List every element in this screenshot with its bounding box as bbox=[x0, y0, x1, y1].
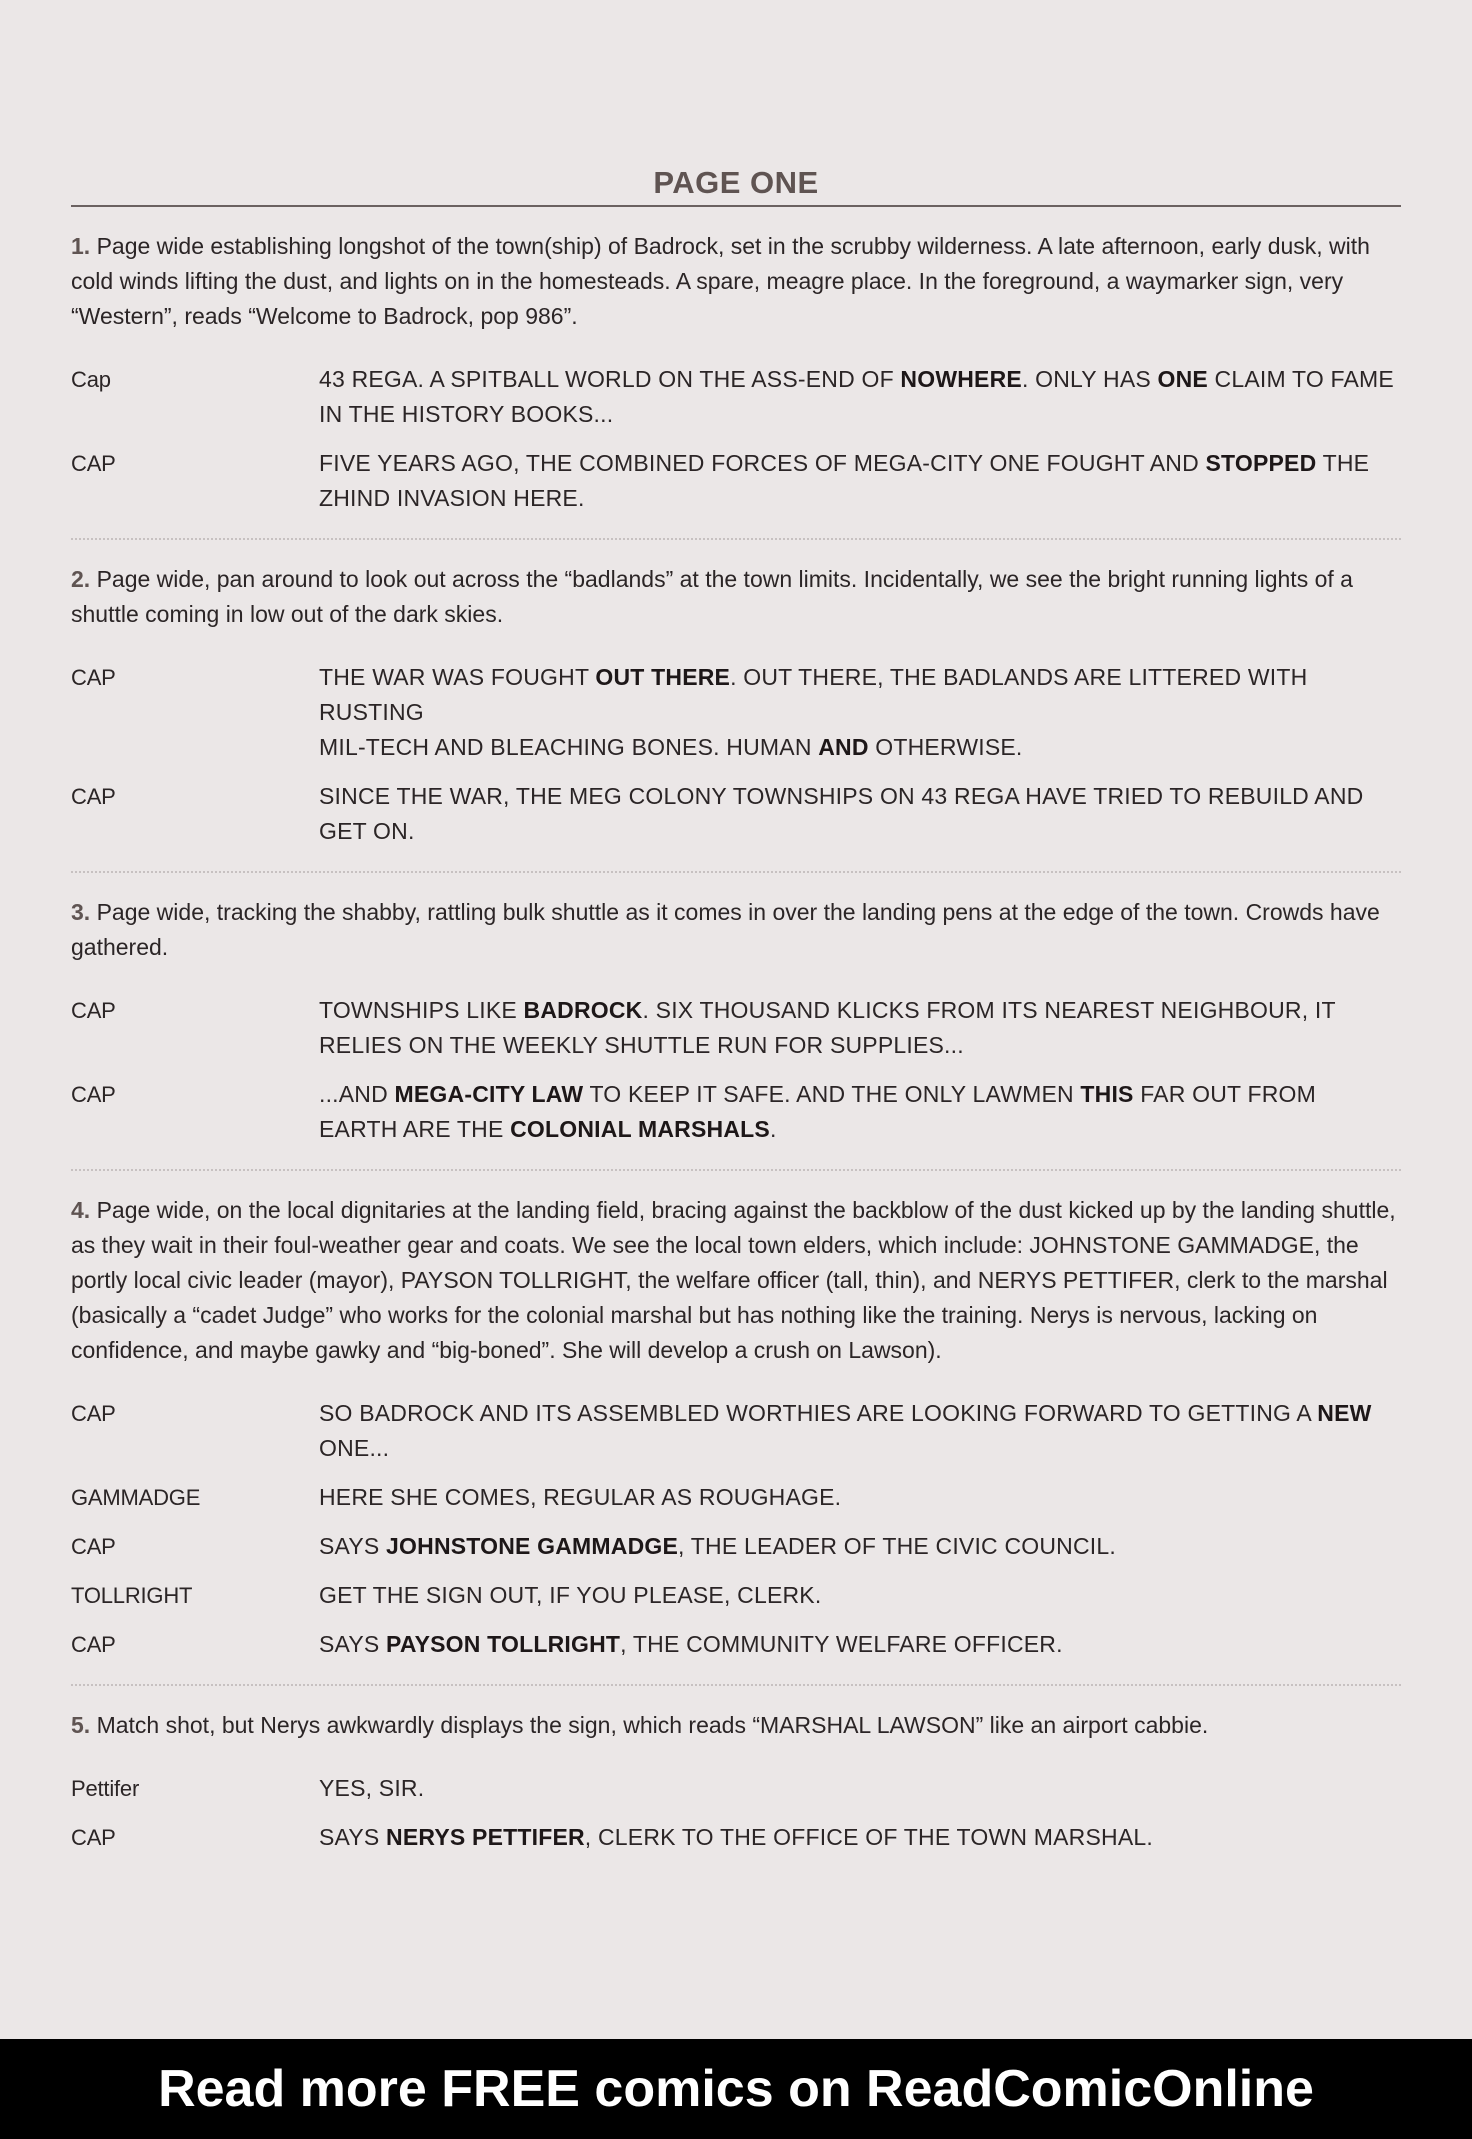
dialogue-text: FIVE YEARS AGO, THE COMBINED FORCES OF MEGA-CITY ONE FOUGHT AND STOPPED THE ZHIND INVASION HERE. bbox=[319, 450, 1370, 511]
dialogue-text: TOWNSHIPS LIKE BADROCK. SIX THOUSAND KLICKS FROM ITS NEAREST NEIGHBOUR, IT RELIES ON THE WEEKLY SHUTTLE RUN FOR SUPPLIES... bbox=[319, 997, 1336, 1058]
script-line bbox=[71, 779, 1401, 849]
panel-description-text: Page wide establishing longshot of the town(ship) of Badrock, set in the scrubby wilderness. A late afternoon, early dusk, with cold winds lifting the dust, and lights on in the homesteads. A spare, meagre place. In the foreground, a waymarker sign, very “Western”, reads “Welcome to Badrock, pop 986”. bbox=[71, 233, 1370, 329]
panel-description bbox=[71, 1193, 1401, 1368]
emphasis-text: MEGA-CITY LAW bbox=[394, 1081, 584, 1107]
speaker-label: Pettifer bbox=[71, 1776, 140, 1801]
speaker-label: CAP bbox=[71, 1082, 116, 1107]
panel-4 bbox=[71, 1169, 1401, 1684]
dialogue-text: SAYS PAYSON TOLLRIGHT, THE COMMUNITY WELFARE OFFICER. bbox=[319, 1631, 1063, 1657]
dialogue-text: HERE SHE COMES, REGULAR AS ROUGHAGE. bbox=[319, 1484, 842, 1510]
dialogue-text: SO BADROCK AND ITS ASSEMBLED WORTHIES ARE LOOKING FORWARD TO GETTING A NEW ONE... bbox=[319, 1400, 1372, 1461]
speaker-label: CAP bbox=[71, 665, 116, 690]
script-line bbox=[71, 446, 1401, 516]
script-line bbox=[71, 1578, 1401, 1613]
speaker-label: CAP bbox=[71, 784, 116, 809]
panel-number: 4. bbox=[71, 1197, 91, 1223]
emphasis-text: BADROCK bbox=[523, 997, 643, 1023]
script-line bbox=[71, 1771, 1401, 1806]
dialogue-text: GET THE SIGN OUT, IF YOU PLEASE, CLERK. bbox=[319, 1582, 822, 1608]
speaker-label: GAMMADGE bbox=[71, 1485, 201, 1510]
speaker-label: CAP bbox=[71, 1401, 116, 1426]
dialogue-text: SINCE THE WAR, THE MEG COLONY TOWNSHIPS ON 43 REGA HAVE TRIED TO REBUILD AND GET ON. bbox=[319, 783, 1364, 844]
dialogue-text: 43 REGA. A SPITBALL WORLD ON THE ASS-END OF NOWHERE. ONLY HAS ONE CLAIM TO FAME IN THE HISTORY BOOKS... bbox=[319, 366, 1394, 427]
script-line bbox=[71, 1396, 1401, 1466]
emphasis-text: NOWHERE bbox=[900, 366, 1022, 392]
panel-number: 3. bbox=[71, 899, 91, 925]
panel-number: 2. bbox=[71, 566, 91, 592]
panel-description-text: Page wide, on the local dignitaries at the landing field, bracing against the backblow of the dust kicked up by the landing shuttle, as they wait in their foul-weather gear and coats. We see the local town elders, which include: JOHNSTONE GAMMADGE, the portly local civic leader (mayor), PAYSON TOLLRIGHT, the welfare officer (tall, thin), and NERYS PETTIFER, clerk to the marshal (basically a “cadet Judge” who works for the colonial marshal but has nothing like the training. Nerys is nervous, lacking on confidence, and maybe gawky and “big-boned”. She will develop a crush on Lawson). bbox=[71, 1197, 1396, 1363]
panel-description bbox=[71, 1708, 1401, 1743]
script-line bbox=[71, 1627, 1401, 1662]
emphasis-text: JOHNSTONE GAMMADGE bbox=[386, 1533, 679, 1559]
emphasis-text: OUT THERE bbox=[595, 664, 731, 690]
speaker-label: Cap bbox=[71, 367, 111, 392]
script-line bbox=[71, 1820, 1401, 1855]
panel-number: 5. bbox=[71, 1712, 91, 1738]
speaker-label: CAP bbox=[71, 451, 116, 476]
speaker-label: CAP bbox=[71, 998, 116, 1023]
script-page bbox=[71, 165, 1401, 1877]
dialogue-text: YES, SIR. bbox=[319, 1775, 425, 1801]
script-line bbox=[71, 362, 1401, 432]
emphasis-text: AND bbox=[818, 734, 869, 760]
script-line bbox=[71, 660, 1401, 765]
dialogue-text: THE WAR WAS FOUGHT OUT THERE. OUT THERE, THE BADLANDS ARE LITTERED WITH RUSTING MIL-TECH AND BLEACHING BONES. HUMAN AND OTHERWISE. bbox=[319, 664, 1308, 760]
panel-3 bbox=[71, 871, 1401, 1169]
script-line bbox=[71, 1529, 1401, 1564]
panel-description-text: Page wide, pan around to look out across the “badlands” at the town limits. Incidentally, we see the bright running lights of a shuttle coming in low out of the dark skies. bbox=[71, 566, 1353, 627]
speaker-label: TOLLRIGHT bbox=[71, 1583, 193, 1608]
panel-description bbox=[71, 895, 1401, 965]
panel-1 bbox=[71, 207, 1401, 538]
speaker-label: CAP bbox=[71, 1632, 116, 1657]
panel-2 bbox=[71, 538, 1401, 871]
emphasis-text: NEW bbox=[1317, 1400, 1372, 1426]
emphasis-text: THIS bbox=[1080, 1081, 1134, 1107]
page-title: PAGE ONE bbox=[71, 165, 1401, 207]
speaker-label: CAP bbox=[71, 1825, 116, 1850]
emphasis-text: COLONIAL MARSHALS bbox=[510, 1116, 770, 1142]
emphasis-text: PAYSON TOLLRIGHT bbox=[386, 1631, 621, 1657]
panel-description-text: Page wide, tracking the shabby, rattling bulk shuttle as it comes in over the landing pens at the edge of the town. Crowds have gathered. bbox=[71, 899, 1380, 960]
speaker-label: CAP bbox=[71, 1534, 116, 1559]
script-line bbox=[71, 993, 1401, 1063]
panel-number: 1. bbox=[71, 233, 91, 259]
panel-list bbox=[71, 207, 1401, 1877]
panel-description bbox=[71, 229, 1401, 334]
emphasis-text: STOPPED bbox=[1205, 450, 1317, 476]
script-line bbox=[71, 1480, 1401, 1515]
emphasis-text: NERYS PETTIFER bbox=[386, 1824, 585, 1850]
panel-description-text: Match shot, but Nerys awkwardly displays the sign, which reads “MARSHAL LAWSON” like an airport cabbie. bbox=[90, 1712, 1209, 1738]
panel-description bbox=[71, 562, 1401, 632]
dialogue-text: ...AND MEGA-CITY LAW TO KEEP IT SAFE. AND THE ONLY LAWMEN THIS FAR OUT FROM EARTH ARE THE COLONIAL MARSHALS. bbox=[319, 1081, 1316, 1142]
promo-banner[interactable]: Read more FREE comics on ReadComicOnline bbox=[0, 2039, 1472, 2139]
script-line bbox=[71, 1077, 1401, 1147]
emphasis-text: ONE bbox=[1157, 366, 1208, 392]
dialogue-text: SAYS NERYS PETTIFER, CLERK TO THE OFFICE OF THE TOWN MARSHAL. bbox=[319, 1824, 1153, 1850]
panel-5 bbox=[71, 1684, 1401, 1877]
dialogue-text: SAYS JOHNSTONE GAMMADGE, THE LEADER OF THE CIVIC COUNCIL. bbox=[319, 1533, 1116, 1559]
